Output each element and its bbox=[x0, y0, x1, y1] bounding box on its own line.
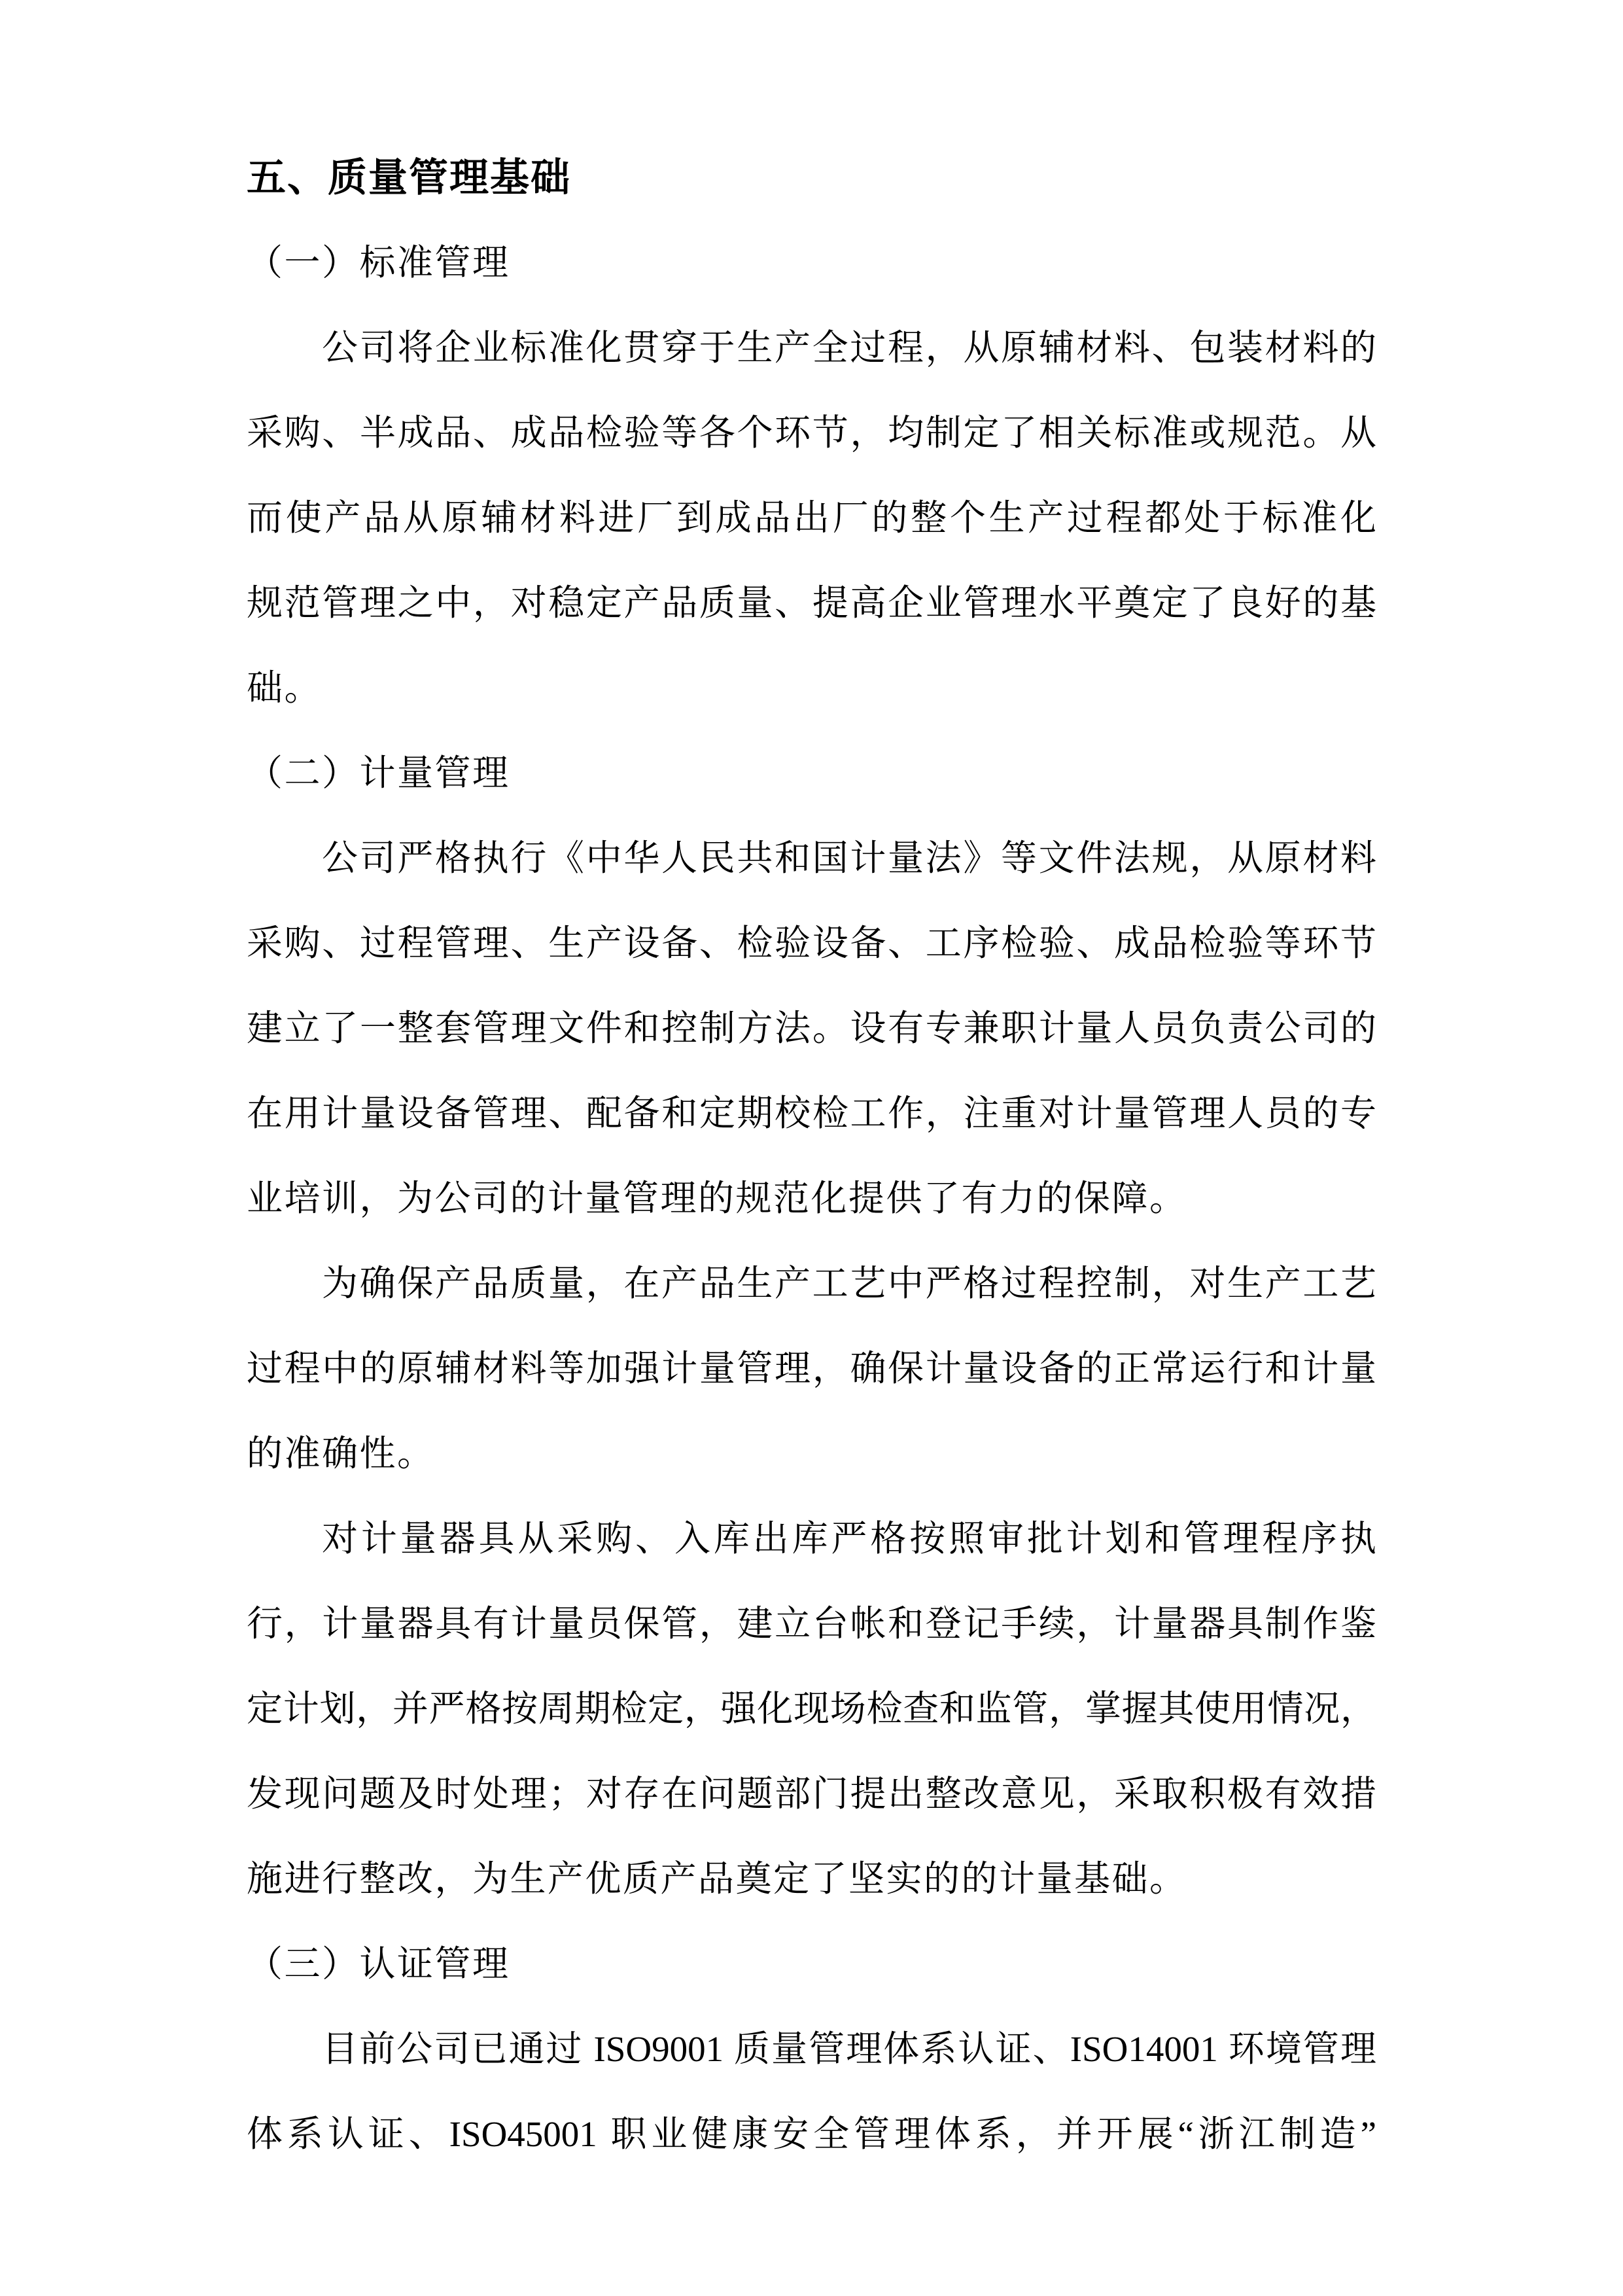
text-line: 而使产品从原辅材料进厂到成品出厂的整个生产过程都处于标准化 bbox=[247, 498, 1376, 538]
text-line: 公司将企业标准化贯穿于生产全过程，从原辅材料、包装材料的 bbox=[322, 328, 1376, 368]
text-line: 建立了一整套管理文件和控制方法。设有专兼职计量人员负责公司的 bbox=[247, 1008, 1376, 1048]
text-line: 公司严格执行《中华人民共和国计量法》等文件法规，从原材料 bbox=[322, 838, 1376, 878]
text-line: 施进行整改，为生产优质产品奠定了坚实的的计量基础。 bbox=[247, 1859, 1187, 1899]
text-line: 采购、过程管理、生产设备、检验设备、工序检验、成品检验等环节 bbox=[247, 923, 1376, 963]
text-line: 业培训，为公司的计量管理的规范化提供了有力的保障。 bbox=[247, 1178, 1187, 1218]
section-heading: （三）认证管理 bbox=[247, 1944, 510, 1984]
text-line: 定计划，并严格按周期检定，强化现场检查和监管，掌握其使用情况， bbox=[247, 1689, 1376, 1729]
text-line: 过程中的原辅材料等加强计量管理，确保计量设备的正常运行和计量 bbox=[247, 1349, 1376, 1388]
text-line: 规范管理之中，对稳定产品质量、提高企业管理水平奠定了良好的基 bbox=[247, 583, 1376, 623]
text-line: 发现问题及时处理；对存在问题部门提出整改意见，采取积极有效措 bbox=[247, 1774, 1376, 1814]
text-line: 行，计量器具有计量员保管，建立台帐和登记手续，计量器具制作鉴 bbox=[247, 1604, 1376, 1644]
section-heading: （一）标准管理 bbox=[247, 243, 510, 283]
document-body bbox=[247, 135, 1376, 2177]
text-line: 的准确性。 bbox=[247, 1434, 435, 1474]
section-heading: （二）计量管理 bbox=[247, 753, 510, 793]
text-line: 采购、半成品、成品检验等各个环节，均制定了相关标准或规范。从 bbox=[247, 413, 1376, 453]
text-line: 在用计量设备管理、配备和定期校检工作，注重对计量管理人员的专 bbox=[247, 1093, 1376, 1133]
text-line: 对计量器具从采购、入库出库严格按照审批计划和管理程序执 bbox=[322, 1519, 1376, 1559]
document-title: 五、质量管理基础 bbox=[247, 156, 571, 200]
text-line: 体系认证、ISO45001 职业健康安全管理体系，并开展“浙江制造” bbox=[247, 2114, 1376, 2154]
text-line: 础。 bbox=[247, 668, 323, 708]
text-line: 为确保产品质量，在产品生产工艺中严格过程控制，对生产工艺 bbox=[322, 1263, 1376, 1303]
text-line: 目前公司已通过 ISO9001 质量管理体系认证、ISO14001 环境管理 bbox=[322, 2029, 1376, 2069]
